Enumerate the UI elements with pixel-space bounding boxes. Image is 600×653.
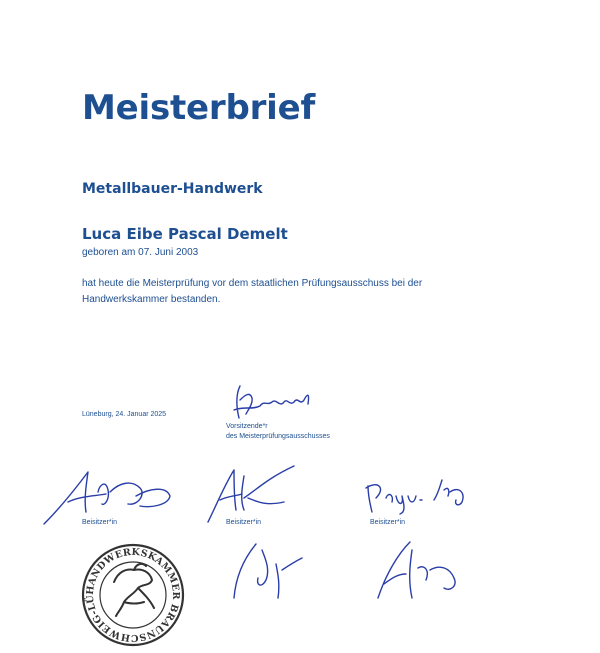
seal-text: HANDWERKSKAMMER BRAUNSCHWEIG-LÜ <box>84 546 182 644</box>
assessor-2-signature <box>204 462 299 524</box>
assessor-3-signature <box>364 476 474 516</box>
horse-emblem-icon <box>114 564 154 616</box>
assessor-1-signature <box>40 466 175 526</box>
statement-line-1: hat heute die Meisterprüfung vor dem staatlichen Prüfungsausschuss bei der <box>82 278 423 289</box>
bottom-signature-1 <box>226 540 316 600</box>
assessor-1-role: Beisitzer*in <box>82 519 118 526</box>
chamber-seal <box>80 542 186 653</box>
assessor-3-role: Beisitzer*in <box>370 519 406 526</box>
assessor-2-role: Beisitzer*in <box>226 519 262 526</box>
statement-line-2: Handwerkskammer bestanden. <box>82 294 221 305</box>
place-date: Lüneburg, 24. Januar 2025 <box>82 411 167 418</box>
certificate-title: Meisterbrief <box>82 88 316 128</box>
bottom-signature-2 <box>364 540 474 600</box>
chair-role <box>226 422 330 442</box>
trade-name: Metallbauer-Handwerk <box>82 181 263 197</box>
chair-role-line-1: Vorsitzende*r <box>226 423 268 430</box>
chair-signature <box>230 380 320 424</box>
recipient-name: Luca Eibe Pascal Demelt <box>82 225 288 243</box>
birth-date: geboren am 07. Juni 2003 <box>82 247 199 258</box>
chair-role-line-2: des Meisterprüfungsausschusses <box>226 433 330 440</box>
exam-statement <box>82 276 462 308</box>
